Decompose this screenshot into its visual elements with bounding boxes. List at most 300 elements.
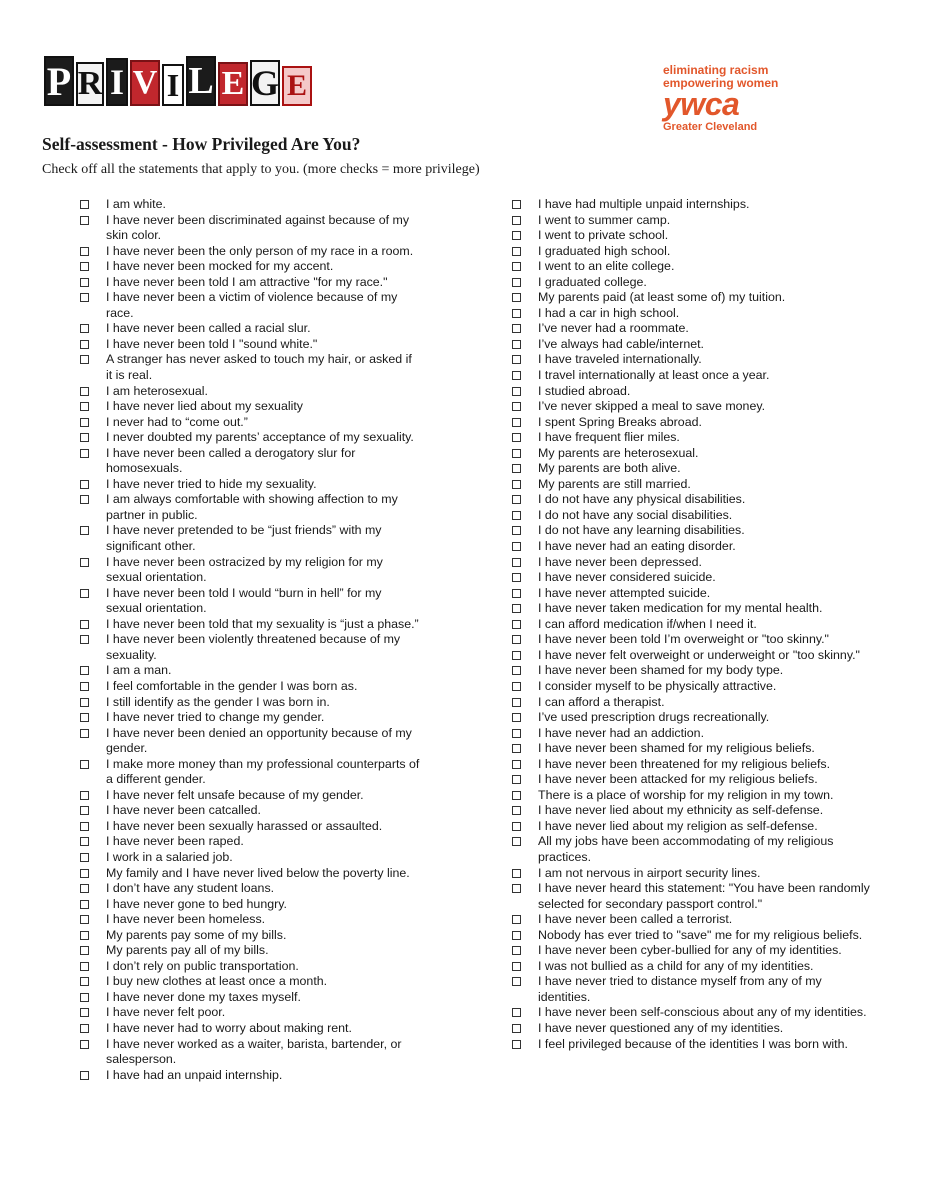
checkbox[interactable] (80, 589, 89, 598)
checklist-item (512, 757, 872, 773)
checklist-item (512, 290, 872, 306)
checklist-item (512, 259, 872, 275)
checklist-item (80, 213, 420, 244)
logo-letter: P (44, 56, 74, 106)
checkbox[interactable] (80, 278, 89, 287)
checkbox[interactable] (80, 962, 89, 971)
checkbox[interactable] (80, 495, 89, 504)
checkbox[interactable] (512, 526, 521, 535)
checklist-item-text: I have never been told I am attractive "for my race." (106, 274, 388, 289)
checklist-item (512, 710, 872, 726)
checkbox[interactable] (80, 262, 89, 271)
checkbox[interactable] (512, 962, 521, 971)
checklist-item (512, 928, 872, 944)
checklist-item (512, 555, 872, 571)
checklist-item (80, 959, 420, 975)
checklist-item (512, 508, 872, 524)
checklist-item (80, 990, 420, 1006)
checklist-item-text: I have never been called a racial slur. (106, 321, 311, 336)
checklist-item-text: I do not have any physical disabilities. (538, 492, 746, 507)
checkbox[interactable] (80, 1008, 89, 1017)
logo-letter: V (130, 60, 160, 106)
checkbox[interactable] (512, 340, 521, 349)
checkbox[interactable] (512, 355, 521, 364)
checklist-item (80, 928, 420, 944)
checklist-item-text: I have never had an addiction. (538, 725, 705, 740)
checkbox[interactable] (512, 869, 521, 878)
checklist-item (80, 834, 420, 850)
ywca-name: ywca (663, 86, 740, 122)
checkbox[interactable] (512, 433, 521, 442)
checklist-item (80, 912, 420, 928)
checklist-item (80, 384, 420, 400)
checklist-item-text: I have had an unpaid internship. (106, 1067, 283, 1082)
checklist-item-text: I have never been shamed for my religious beliefs. (538, 741, 815, 756)
checklist-item (512, 477, 872, 493)
checkbox[interactable] (80, 837, 89, 846)
checkbox[interactable] (80, 822, 89, 831)
checklist-item-text: I do not have any social disabilities. (538, 507, 733, 522)
checklist-item-text: I consider myself to be physically attractive. (538, 678, 777, 693)
checklist-item (512, 368, 872, 384)
checklist-item (512, 384, 872, 400)
checklist-item (512, 819, 872, 835)
checklist-item-text: I make more money than my professional counterparts of a different gender. (106, 756, 420, 787)
checkbox[interactable] (512, 449, 521, 458)
checklist-item-text: I have never felt poor. (106, 1005, 226, 1020)
checkbox[interactable] (80, 900, 89, 909)
checklist-item-text: I have never felt overweight or underweight or "too skinny." (538, 647, 860, 662)
checklist-item-text: I work in a salaried job. (106, 849, 233, 864)
logo-letter: I (106, 58, 128, 106)
checkbox[interactable] (80, 418, 89, 427)
checkbox[interactable] (512, 247, 521, 256)
checklist-item-text: My parents are still married. (538, 476, 691, 491)
checklist-item (80, 788, 420, 804)
ywca-city: Greater Cleveland (663, 121, 758, 133)
checkbox[interactable] (80, 387, 89, 396)
checklist-item (80, 321, 420, 337)
checklist-item (512, 1005, 872, 1021)
checkbox[interactable] (512, 200, 521, 209)
checkbox[interactable] (512, 775, 521, 784)
checklist-item-text: I have never been violently threatened because of my sexuality. (106, 632, 401, 662)
checklist-item-text: I never doubted my parents’ acceptance of my sexuality. (106, 430, 414, 445)
checklist-item (80, 757, 420, 788)
checklist-item (512, 741, 872, 757)
instructions: Check off all the statements that apply to you. (more checks = more privilege) (42, 162, 480, 177)
checklist-item-text: I have never done my taxes myself. (106, 989, 301, 1004)
checklist-item-text: I have never been self-conscious about any of my identities. (538, 1005, 867, 1020)
checklist-item-text: I don’t rely on public transportation. (106, 958, 299, 973)
checkbox[interactable] (512, 635, 521, 644)
checklist-item (512, 974, 872, 1005)
checklist-item-text: I had a car in high school. (538, 305, 680, 320)
checklist-item (80, 523, 420, 554)
checkbox[interactable] (80, 760, 89, 769)
right-checklist (512, 197, 872, 1052)
checkbox[interactable] (512, 698, 521, 707)
checklist-item-text: I have never pretended to be “just friends” with my significant other. (106, 523, 382, 554)
checkbox[interactable] (80, 558, 89, 567)
checklist-item (512, 461, 872, 477)
checklist-item (512, 275, 872, 291)
checklist-item (512, 834, 872, 865)
checklist-item (80, 695, 420, 711)
checklist-item (80, 477, 420, 493)
checklist-item (512, 648, 872, 664)
checklist-item (80, 430, 420, 446)
checkbox[interactable] (80, 884, 89, 893)
checklist-item-text: I graduated college. (538, 274, 647, 289)
checklist-item-text: I have never had an eating disorder. (538, 539, 736, 554)
checkbox[interactable] (512, 262, 521, 271)
checkbox[interactable] (512, 977, 521, 986)
checkbox[interactable] (80, 340, 89, 349)
checkbox[interactable] (80, 698, 89, 707)
checklist-item (80, 866, 420, 882)
checkbox[interactable] (80, 853, 89, 862)
checklist-item-text: I have never considered suicide. (538, 570, 716, 585)
checkbox[interactable] (512, 682, 521, 691)
checklist-item (512, 306, 872, 322)
checklist-item-text: My parents paid (at least some of) my tuition. (538, 290, 786, 305)
checklist-item (512, 352, 872, 368)
checkbox[interactable] (80, 666, 89, 675)
checklist-item (512, 1037, 872, 1053)
checklist-item (80, 663, 420, 679)
checklist-item-text: I am heterosexual. (106, 383, 208, 398)
checklist-item-text: I travel internationally at least once a year. (538, 368, 770, 383)
checkbox[interactable] (512, 1040, 521, 1049)
checklist-item (512, 586, 872, 602)
checklist-item (512, 415, 872, 431)
checklist-item-text: I still identify as the gender I was born in. (106, 694, 330, 709)
checklist-item-text: I never had to “come out.” (106, 414, 248, 429)
checklist-item (512, 321, 872, 337)
checkbox[interactable] (512, 822, 521, 831)
checklist-item (512, 430, 872, 446)
checklist-item (512, 881, 872, 912)
checklist-item-text: I have never been cyber-bullied for any of my identities. (538, 943, 842, 958)
checklist-item-text: I have never questioned any of my identities. (538, 1020, 784, 1035)
checklist-item-text: I buy new clothes at least once a month. (106, 974, 328, 989)
checklist-item-text: A stranger has never asked to touch my hair, or asked if it is real. (106, 352, 412, 383)
checklist-item-text: I do not have any learning disabilities. (538, 523, 745, 538)
checkbox[interactable] (80, 931, 89, 940)
checkbox[interactable] (512, 511, 521, 520)
checklist-item (512, 197, 872, 213)
checklist-item-text: I am white. (106, 197, 166, 211)
checkbox[interactable] (512, 573, 521, 582)
checkbox[interactable] (80, 806, 89, 815)
checklist-item (512, 943, 872, 959)
checklist-item-text: I don’t have any student loans. (106, 881, 275, 896)
ywca-logo (663, 64, 778, 134)
checklist-item-text: I have never been mocked for my accent. (106, 259, 334, 274)
checklist-item-text: Nobody has ever tried to "save" me for my religious beliefs. (538, 927, 863, 942)
checkbox[interactable] (80, 526, 89, 535)
checklist-item-text: I have never lied about my religion as self-defense. (538, 818, 818, 833)
checkbox[interactable] (512, 604, 521, 613)
checklist-item-text: I have never been the only person of my race in a room. (106, 243, 414, 258)
checklist-item-text: I have never been a victim of violence because of my race. (106, 290, 398, 320)
checklist-item-text: I can afford medication if/when I need it. (538, 616, 757, 631)
checklist-item (512, 632, 872, 648)
checkbox[interactable] (512, 744, 521, 753)
checklist-item-text: I have never tried to distance myself from any of my identities. (538, 974, 822, 1004)
checklist-item-text: I have never been depressed. (538, 554, 702, 569)
checkbox[interactable] (512, 464, 521, 473)
checkbox[interactable] (512, 806, 521, 815)
checklist-item-text: I am not nervous in airport security lines. (538, 865, 761, 880)
checkbox[interactable] (80, 293, 89, 302)
checkbox[interactable] (512, 791, 521, 800)
checkbox[interactable] (80, 620, 89, 629)
checklist-item (512, 866, 872, 882)
logo-letter: R (76, 62, 104, 106)
checkbox[interactable] (512, 293, 521, 302)
checklist-item (512, 601, 872, 617)
checklist-item (80, 617, 420, 633)
ywca-tagline-1: eliminating racism (663, 63, 769, 77)
checklist-item-text: My parents are both alive. (538, 461, 681, 476)
checkbox[interactable] (512, 651, 521, 660)
left-checklist (80, 197, 420, 1083)
checklist-item-text: I have never gone to bed hungry. (106, 896, 287, 911)
checklist-item (512, 399, 872, 415)
checkbox[interactable] (80, 449, 89, 458)
checkbox[interactable] (80, 1040, 89, 1049)
checklist-item-text: I have never tried to change my gender. (106, 710, 325, 725)
checklist-item (512, 663, 872, 679)
checkbox[interactable] (80, 682, 89, 691)
checklist-item (80, 819, 420, 835)
checkbox[interactable] (80, 402, 89, 411)
checkbox[interactable] (512, 915, 521, 924)
checkbox[interactable] (512, 931, 521, 940)
checklist-item (512, 539, 872, 555)
checklist-item-text: My parents are heterosexual. (538, 445, 699, 460)
checkbox[interactable] (512, 324, 521, 333)
checklist-item (80, 1021, 420, 1037)
checkbox[interactable] (512, 620, 521, 629)
checklist-item (512, 523, 872, 539)
checklist-item-text: I have never been attacked for my religious beliefs. (538, 772, 818, 787)
checklist-item-text: I graduated high school. (538, 243, 671, 258)
logo-letter: E (282, 66, 312, 106)
checkbox[interactable] (512, 1024, 521, 1033)
checklist-item (512, 492, 872, 508)
checkbox[interactable] (80, 355, 89, 364)
checkbox[interactable] (512, 729, 521, 738)
checkbox[interactable] (80, 729, 89, 738)
checklist-item-text: I have never had to worry about making rent. (106, 1020, 352, 1035)
checklist-item-text: I have never been called a derogatory slur for homosexuals. (106, 445, 356, 476)
checklist-item (512, 1021, 872, 1037)
checkbox[interactable] (80, 480, 89, 489)
checklist-item (80, 726, 420, 757)
checklist-item (80, 244, 420, 260)
checkbox[interactable] (512, 1008, 521, 1017)
checklist-item-text: My family and I have never lived below the poverty line. (106, 865, 410, 880)
checklist-item (512, 726, 872, 742)
checkbox[interactable] (512, 418, 521, 427)
checklist-item-text: I went to summer camp. (538, 212, 671, 227)
checklist-item (512, 446, 872, 462)
logo-letter: G (250, 60, 280, 106)
checklist-item-text: I have never lied about my ethnicity as self-defense. (538, 803, 824, 818)
checklist-item (512, 772, 872, 788)
checklist-item-text: I was not bullied as a child for any of my identities. (538, 958, 814, 973)
checkbox[interactable] (80, 247, 89, 256)
checkbox[interactable] (80, 1024, 89, 1033)
checklist-item (512, 788, 872, 804)
checkbox[interactable] (80, 713, 89, 722)
privilege-logo (44, 56, 312, 106)
checklist-item-text: My parents pay some of my bills. (106, 927, 287, 942)
checklist-item (512, 959, 872, 975)
checkbox[interactable] (512, 278, 521, 287)
checklist-item (80, 352, 420, 383)
checklist-item (80, 1037, 420, 1068)
checklist-item (80, 943, 420, 959)
checkbox[interactable] (80, 324, 89, 333)
checklist-item (80, 446, 420, 477)
checklist-item-text: I am always comfortable with showing affection to my partner in public. (106, 492, 398, 522)
checklist-item-text: I have never been ostracized by my religion for my sexual orientation. (106, 554, 383, 585)
checklist-item-text: I have never been called a terrorist. (538, 912, 733, 927)
checklist-item-text: I’ve used prescription drugs recreationally. (538, 710, 770, 725)
checklist-item-text: I have never worked as a waiter, barista, bartender, or salesperson. (106, 1036, 402, 1067)
checklist-item-text: I have never been homeless. (106, 912, 266, 927)
checklist-item-text: I have never been catcalled. (106, 803, 261, 818)
checklist-item-text: I’ve never skipped a meal to save money. (538, 399, 766, 414)
checklist-item-text: I feel privileged because of the identities I was born with. (538, 1036, 848, 1051)
checklist-item (80, 974, 420, 990)
checkbox[interactable] (80, 915, 89, 924)
checklist-item-text: I have never been sexually harassed or assaulted. (106, 818, 383, 833)
checkbox[interactable] (80, 433, 89, 442)
checklist-item-text: I can afford a therapist. (538, 694, 665, 709)
checkbox[interactable] (512, 402, 521, 411)
checklist-item (512, 679, 872, 695)
checkbox[interactable] (80, 200, 89, 209)
ywca-tagline-2: empowering women (663, 76, 779, 90)
checklist-item-text: I have never been told I "sound white." (106, 336, 318, 351)
checkbox[interactable] (512, 666, 521, 675)
checklist-item (512, 695, 872, 711)
checkbox[interactable] (512, 946, 521, 955)
checklist-item-text: My parents pay all of my bills. (106, 943, 269, 958)
checklist-item (80, 290, 420, 321)
logo-letter: L (186, 56, 216, 106)
checkbox[interactable] (80, 977, 89, 986)
checkbox[interactable] (80, 635, 89, 644)
checkbox[interactable] (512, 216, 521, 225)
checklist-item (512, 570, 872, 586)
checklist-item (80, 337, 420, 353)
page-title: Self-assessment - How Privileged Are You? (42, 134, 361, 154)
checklist-item-text: I spent Spring Breaks abroad. (538, 414, 702, 429)
checklist-item-text: I’ve never had a roommate. (538, 321, 689, 336)
checklist-item (80, 679, 420, 695)
checklist-item (80, 850, 420, 866)
checklist-item-text: I have never been told I would “burn in hell” for my sexual orientation. (106, 585, 382, 616)
checklist-item-text: I have never felt unsafe because of my gender. (106, 787, 364, 802)
checklist-item-text: I have never been told that my sexuality is “just a phase.” (106, 616, 419, 631)
checkbox[interactable] (512, 480, 521, 489)
checklist-item-text: I have never taken medication for my mental health. (538, 601, 823, 616)
checkbox[interactable] (512, 884, 521, 893)
checkbox[interactable] (512, 309, 521, 318)
checklist-item (512, 617, 872, 633)
checklist-item (80, 897, 420, 913)
checklist-item-text: I have never been denied an opportunity because of my gender. (106, 725, 412, 756)
checkbox[interactable] (80, 1071, 89, 1080)
checklist-item (512, 244, 872, 260)
checkbox[interactable] (80, 993, 89, 1002)
checklist-item (80, 492, 420, 523)
checkbox[interactable] (512, 495, 521, 504)
checkbox[interactable] (512, 713, 521, 722)
checkbox[interactable] (512, 589, 521, 598)
checkbox[interactable] (512, 558, 521, 567)
checklist-item (512, 337, 872, 353)
checkbox[interactable] (80, 869, 89, 878)
checkbox[interactable] (512, 760, 521, 769)
checklist-item-text: I have never been threatened for my religious beliefs. (538, 756, 831, 771)
checklist-item-text: All my jobs have been accommodating of my religious practices. (538, 834, 834, 864)
checklist-item (80, 259, 420, 275)
checklist-item (80, 803, 420, 819)
checkbox[interactable] (512, 837, 521, 846)
checklist-item-text: I have traveled internationally. (538, 352, 702, 367)
checklist-item (512, 213, 872, 229)
checkbox[interactable] (80, 791, 89, 800)
checkbox[interactable] (512, 231, 521, 240)
checklist-item-text: I have never been shamed for my body type. (538, 663, 784, 678)
checklist-item-text: I am a man. (106, 663, 172, 678)
checklist-item-text: I have never tried to hide my sexuality. (106, 476, 317, 491)
checklist-item-text: I have had multiple unpaid internships. (538, 197, 750, 211)
checklist-item (80, 586, 420, 617)
checkbox[interactable] (512, 371, 521, 380)
checklist-item (80, 1068, 420, 1084)
checklist-item (80, 197, 420, 213)
checkbox[interactable] (512, 542, 521, 551)
checklist-item-text: There is a place of worship for my religion in my town. (538, 787, 834, 802)
checklist-item (80, 555, 420, 586)
checkbox[interactable] (512, 387, 521, 396)
checklist-item-text: I have never been discriminated against because of my skin color. (106, 212, 410, 243)
checklist-item-text: I have never been raped. (106, 834, 244, 849)
checklist-item (80, 632, 420, 663)
logo-letter: I (162, 64, 184, 106)
checklist-item (80, 881, 420, 897)
checklist-item-text: I’ve always had cable/internet. (538, 336, 704, 351)
checklist-item (80, 1005, 420, 1021)
checklist-item (80, 710, 420, 726)
checklist-item (80, 399, 420, 415)
checkbox[interactable] (80, 946, 89, 955)
checklist-item (512, 228, 872, 244)
checklist-item-text: I feel comfortable in the gender I was born as. (106, 678, 358, 693)
checkbox[interactable] (80, 216, 89, 225)
checklist-item-text: I have never lied about my sexuality (106, 399, 303, 414)
checklist-item-text: I have never heard this statement: "You have been randomly selected for secondary passport control." (538, 881, 870, 911)
checklist-item-text: I went to private school. (538, 228, 669, 243)
